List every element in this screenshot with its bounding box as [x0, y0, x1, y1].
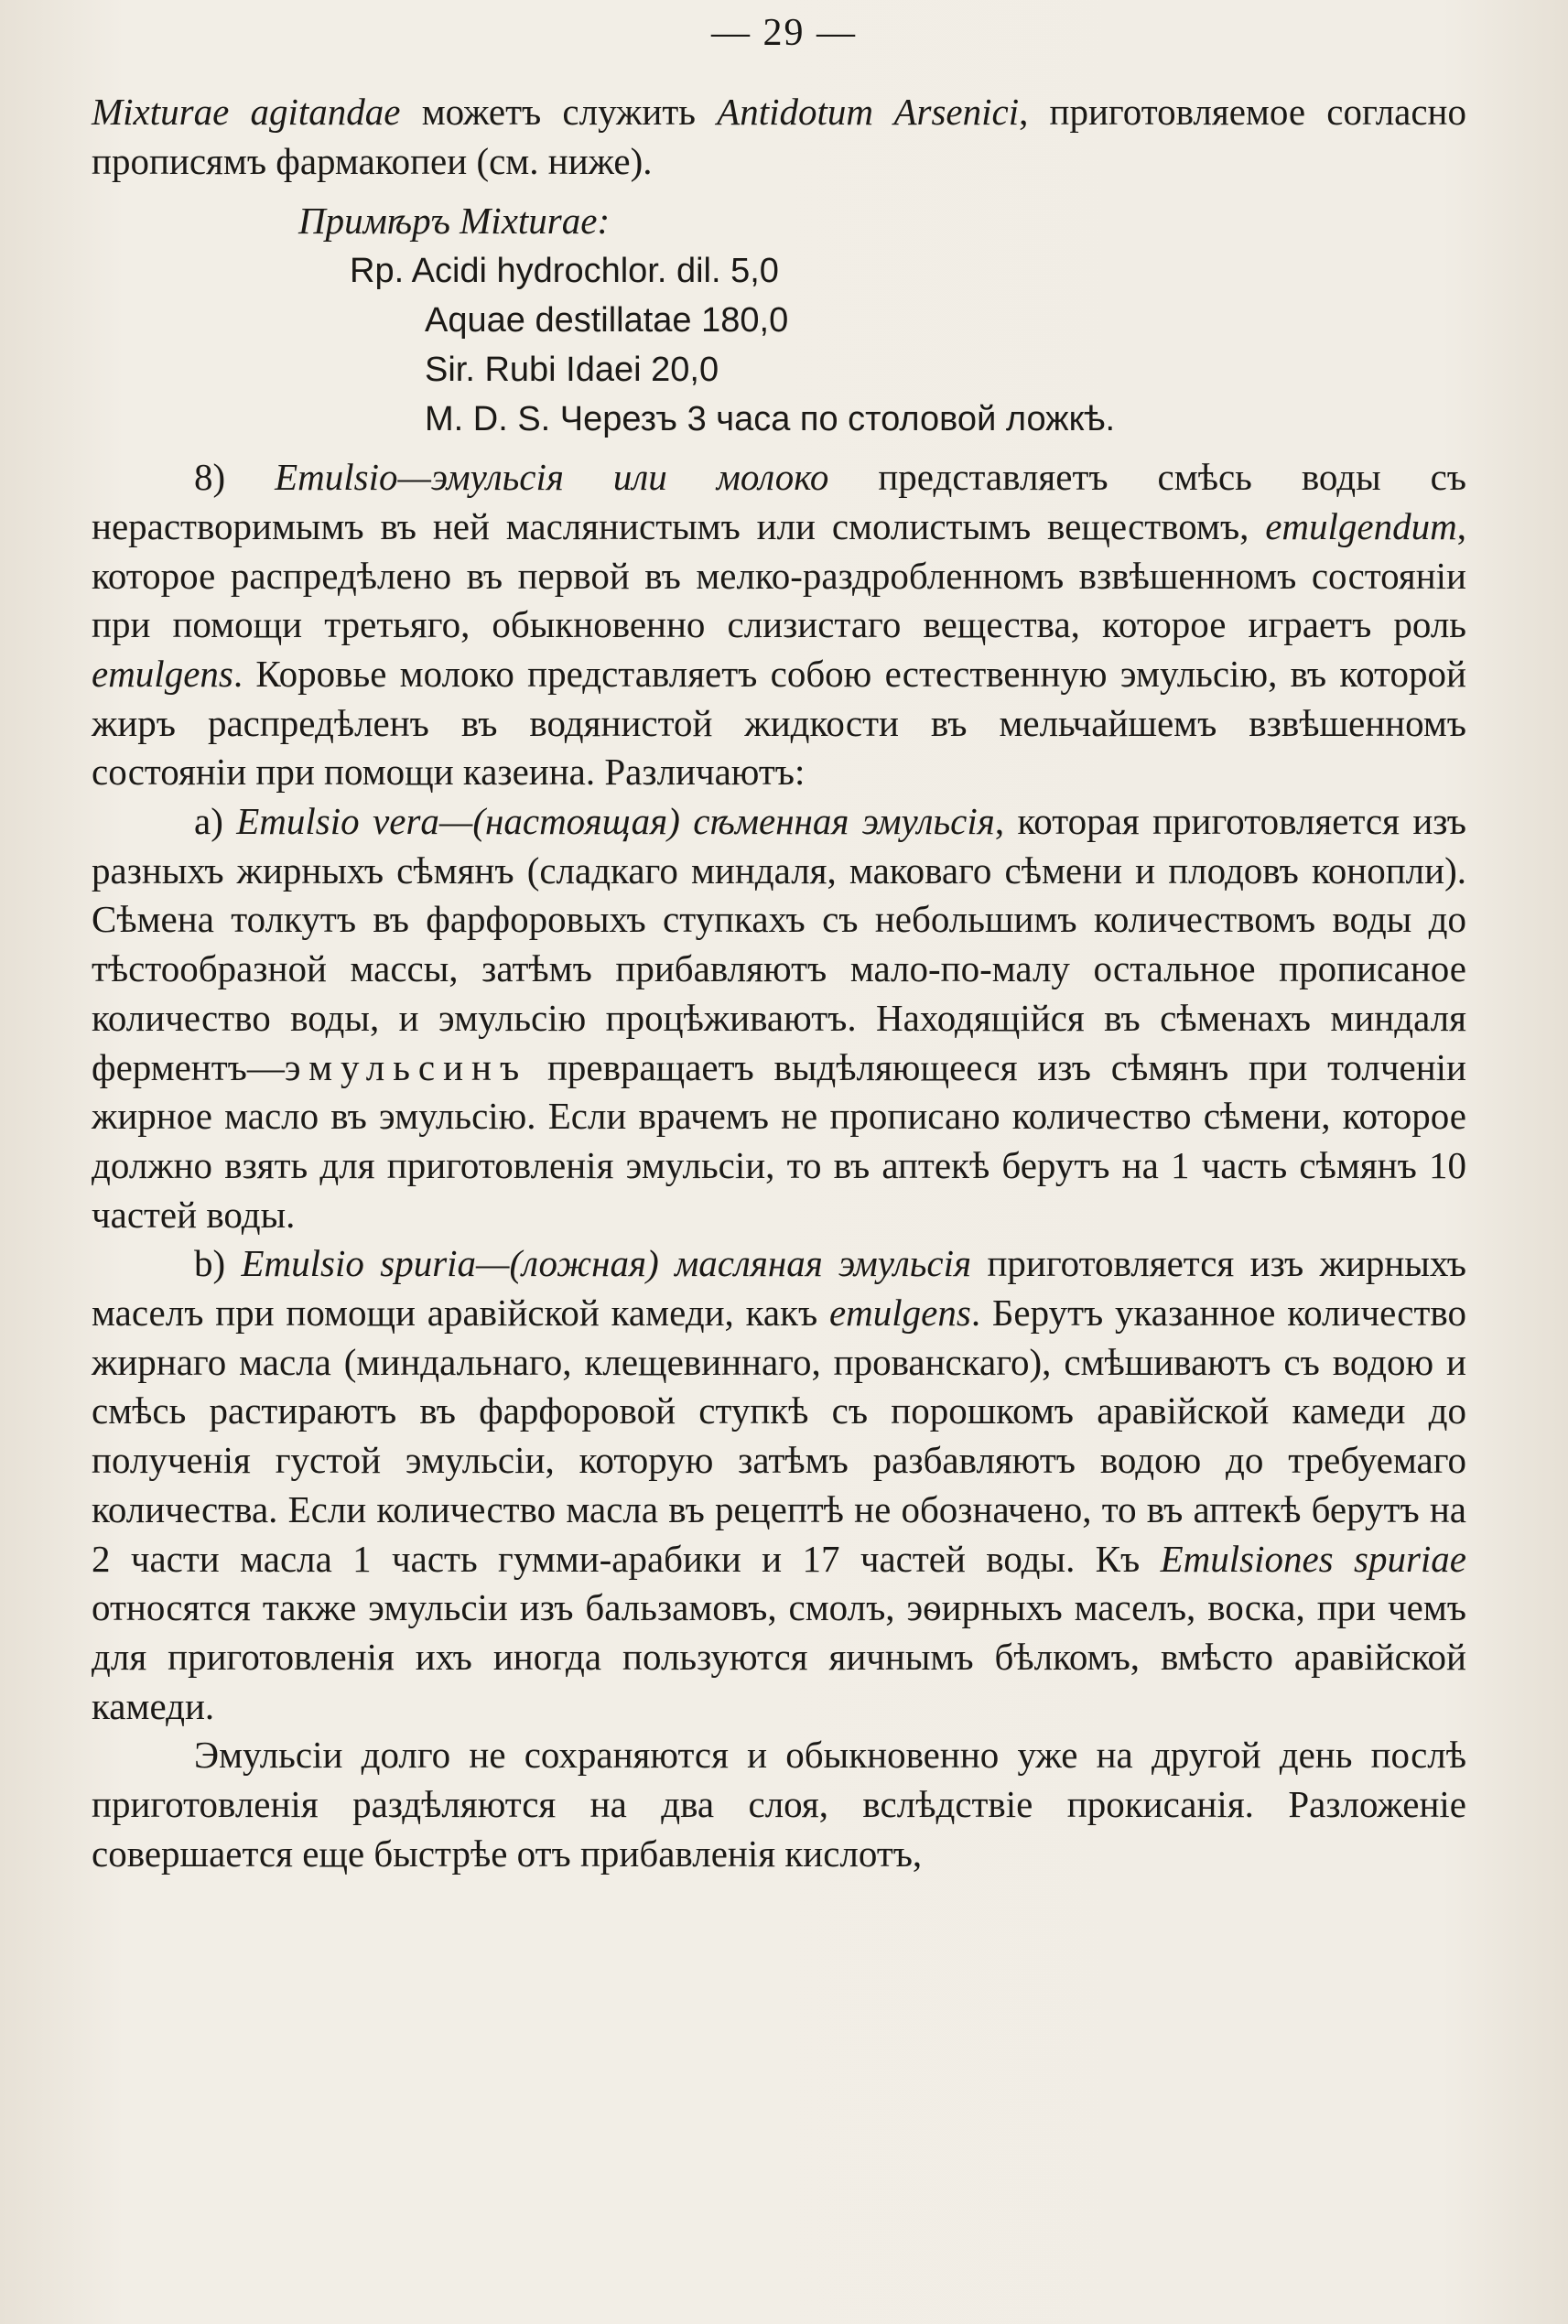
term-emulgendum: emulgendum: [1265, 504, 1457, 547]
intro-paragraph: Mixturae agitandae можетъ служить Antidotum Arsenici, приготовляемое согласно прописямъ фармакопеи (см. ниже).: [92, 91, 1466, 182]
prescription-line: M. D. S. Черезъ 3 часа по столовой ложкѣ.: [425, 400, 1116, 439]
section-8-paragraph: 8) Emulsio—эмульсія или молоко представляетъ смѣсь воды съ нерастворимымъ въ ней маслянистымъ или смолистымъ веществомъ, emulgendum, которое распредѣлено въ первой въ мелко-раздробленномъ взвѣшенномъ состояніи при помощи третьяго, обыкновенно слизистаго вещества, которое играетъ роль emulgens. Коровье молоко представляетъ собою естественную эмульсію, въ которой жиръ распредѣленъ въ водянистой жидкости въ мельчайшемъ взвѣшенномъ состояніи при помощи казеина. Различаютъ:: [92, 456, 1466, 794]
page-number: — 29 —: [711, 12, 857, 54]
term-emulgens: emulgens: [92, 652, 233, 695]
term-emulgens: emulgens: [828, 1292, 971, 1335]
term-emulsiones-spuriae: Emulsiones spuriae: [1160, 1537, 1466, 1580]
term-emulsio: Emulsio—эмульсія или молоко: [275, 456, 829, 499]
term-emulsio-vera: Emulsio vera—(настоящая) сѣменная эмульсія: [236, 800, 995, 843]
term-antidotum-arsenici: Antidotum Arsenici: [717, 91, 1020, 133]
prescription-lines: [298, 246, 1466, 444]
example-label: Примѣръ Mixturae:: [298, 200, 611, 243]
term-mixturae-agitandae: Mixturae agitandae: [92, 91, 401, 133]
final-paragraph: Эмульсіи долго не сохраняются и обыкновенно уже на другой день послѣ приготовленія раздѣляются на два слоя, вслѣдствіе прокисанія. Разложеніе совершается еще быстрѣе отъ прибавленія кислотъ,: [92, 1734, 1466, 1875]
prescription-line: Sir. Rubi Idaei 20,0: [425, 351, 719, 390]
term-emulsin-spaced: эмульсинъ: [284, 1045, 528, 1088]
prescription-line: Rp. Acidi hydrochlor. dil. 5,0: [350, 252, 779, 291]
subsection-a-paragraph: a) Emulsio vera—(настоящая) сѣменная эмульсія, которая приготовляется изъ разныхъ жирныхъ сѣмянъ (сладкаго миндаля, маковаго сѣмени и плодовъ конопли). Сѣмена толкутъ въ фарфоровыхъ ступкахъ съ небольшимъ количествомъ воды до тѣстообразной массы, затѣмъ прибавляютъ мало-по-малу остальное прописаное количество воды, и эмульсію процѣживаютъ. Находящійся въ сѣменахъ миндаля ферментъ—эмульсинъ превращаетъ выдѣляющееся изъ сѣмянъ при толченіи жирное масло въ эмульсію. Если врачемъ не прописано количество сѣмени, которое должно взять для приготовленія эмульсіи, то въ аптекѣ берутъ на 1 часть сѣмянъ 10 частей воды.: [92, 800, 1466, 1236]
prescription-example: [298, 197, 1466, 444]
term-emulsio-spuria: Emulsio spuria—(ложная) масляная эмульсія: [241, 1242, 972, 1285]
subsection-b-paragraph: b) Emulsio spuria—(ложная) масляная эмульсія приготовляется изъ жирныхъ маселъ при помощи аравійской камеди, какъ emulgens. Берутъ указанное количество жирнаго масла (миндальнаго, клещевиннаго, прованскаго), смѣшиваютъ съ водою и смѣсь растираютъ въ фарфоровой ступкѣ съ порошкомъ аравійской камеди до полученія густой эмульсіи, которую затѣмъ разбавляютъ водою до требуемаго количества. Если количество масла въ рецептѣ не обозначено, то въ аптекѣ берутъ на 2 части масла 1 часть гумми-арабики и 17 частей воды. Къ Emulsiones spuriae относятся также эмульсіи изъ бальзамовъ, смолъ, эѳирныхъ маселъ, воска, при чемъ для приготовленія ихъ иногда пользуются яичнымъ бѣлкомъ, вмѣсто аравійской камеди.: [92, 1242, 1467, 1727]
prescription-line: Aquae destillatae 180,0: [425, 301, 789, 340]
page-body: [92, 88, 1466, 1879]
